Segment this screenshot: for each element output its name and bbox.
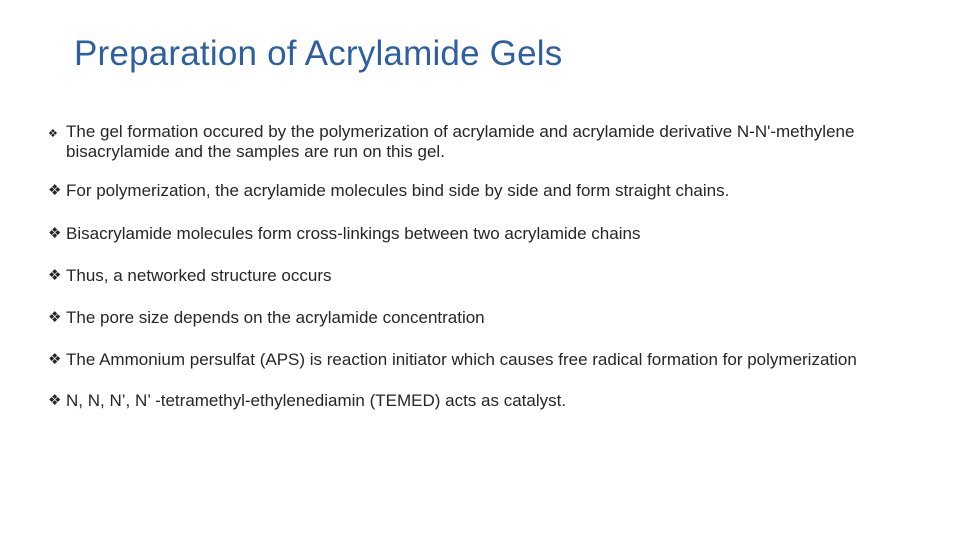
diamond-bullet-icon: ❖ xyxy=(48,392,62,409)
bullet-item xyxy=(48,350,908,370)
bullet-text: N, N, N’, N’ -tetramethyl-ethylenediamin (TEMED) acts as catalyst. xyxy=(66,391,567,410)
diamond-bullet-icon: ❖ xyxy=(48,225,62,242)
diamond-bullet-icon: ❖ xyxy=(48,182,62,199)
bullet-text: The gel formation occured by the polymerization of acrylamide and acrylamide derivative N-N'-methylene bisacrylamide and the samples are run on this gel. xyxy=(66,122,855,161)
bullet-item xyxy=(48,308,908,328)
bullet-item xyxy=(48,181,908,201)
bullet-item xyxy=(48,122,908,162)
diamond-bullet-icon: ❖ xyxy=(48,351,62,368)
diamond-bullet-icon: ❖ xyxy=(48,128,58,140)
bullet-list xyxy=(48,122,908,411)
bullet-text: The pore size depends on the acrylamide concentration xyxy=(66,308,485,327)
bullet-text: The Ammonium persulfat (APS) is reaction initiator which causes free radical formation for polymerization xyxy=(66,350,857,369)
diamond-bullet-icon: ❖ xyxy=(48,309,62,326)
bullet-item xyxy=(48,266,908,286)
bullet-item xyxy=(48,224,908,244)
bullet-text: Thus, a networked structure occurs xyxy=(66,266,332,285)
diamond-bullet-icon: ❖ xyxy=(48,267,62,284)
slide-title: Preparation of Acrylamide Gels xyxy=(74,34,563,73)
bullet-item xyxy=(48,391,908,411)
bullet-text: For polymerization, the acrylamide molecules bind side by side and form straight chains. xyxy=(66,181,730,200)
bullet-text: Bisacrylamide molecules form cross-linkings between two acrylamide chains xyxy=(66,224,641,243)
